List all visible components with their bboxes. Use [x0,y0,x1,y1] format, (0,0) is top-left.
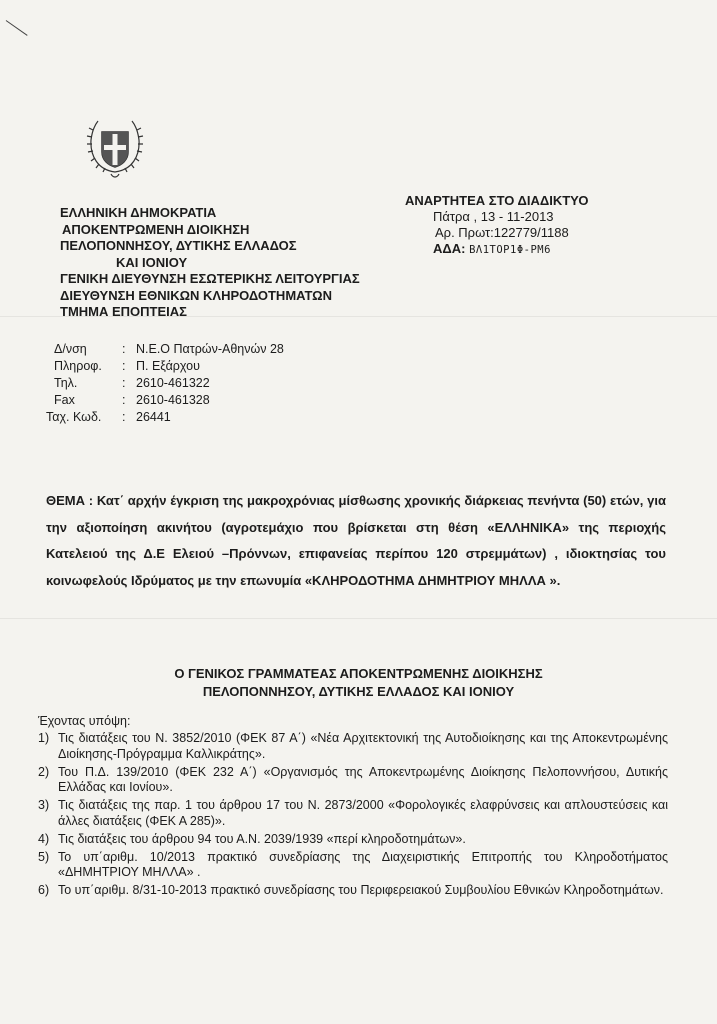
contact-row [46,392,284,409]
list-item [38,731,668,762]
issuer-line: ΠΕΛΟΠΟΝΝΗΣΟΥ, ΔΥΤΙΚΗΣ ΕΛΛΑΔΟΣ [60,238,297,253]
contact-value: 2610-461328 [136,393,210,407]
contact-row [46,341,284,358]
considerations-intro: Έχοντας υπόψη: [38,714,131,728]
fold-line [0,618,717,619]
list-item-text: Τις διατάξεις του άρθρου 94 του Α.Ν. 2039/1939 «περί κληροδοτημάτων». [58,831,466,846]
contact-separator: : [122,359,126,373]
list-item-number: 1) [38,731,50,745]
list-item-number: 3) [38,798,50,812]
list-item-number: 6) [38,883,50,897]
contact-separator: : [122,393,126,407]
list-item-text: Του Π.Δ. 139/2010 (ΦΕΚ 232 Α΄) «Οργανισμός της Αποκεντρωμένης Διοίκησης Πελοποννήσου, Δυτικής Ελλάδας και Ιονίου». [58,764,668,794]
list-item [38,798,668,829]
contact-label: Ταχ. Κωδ. [46,410,102,424]
publish-notice: ΑΝΑΡΤΗΤΕΑ ΣΤΟ ΔΙΑΔΙΚΤΥΟ [405,193,589,208]
contact-details [46,341,284,426]
issuer-line: ΔΙΕΥΘΥΝΣΗ ΕΘΝΙΚΩΝ ΚΛΗΡΟΔΟΤΗΜΑΤΩΝ [60,287,332,303]
document-reference-block [405,193,588,258]
list-item-text: Τις διατάξεις της παρ. 1 του άρθρου 17 του Ν. 2873/2000 «Φορολογικές ελαφρύνσεις και απλουστεύσεις και άλλες διατάξεις (ΦΕΚ Α 285)». [58,798,668,828]
issuer-line: ΚΑΙ ΙΟΝΙΟΥ [116,254,188,270]
list-item [38,832,668,848]
contact-label: Τηλ. [54,376,78,390]
list-item-number: 5) [38,849,50,864]
contact-separator: : [122,342,126,356]
contact-separator: : [122,410,126,424]
issuer-line: ΤΜΗΜΑ ΕΠΟΠΤΕΙΑΣ [60,304,187,319]
list-item-text: Τις διατάξεις του Ν. 3852/2010 (ΦΕΚ 87 Α΄) «Νέα Αρχιτεκτονική της Αυτοδιοίκησης και της Αποκεντρωμένης Διοίκησης-Πρόγραμμα Καλλικράτης». [58,731,668,761]
authority-heading [0,665,717,701]
contact-separator: : [122,376,126,390]
issuer-line: ΓΕΝΙΚΗ ΔΙΕΥΘΥΝΣΗ ΕΣΩΤΕΡΙΚΗΣ ΛΕΙΤΟΥΡΓΙΑΣ [60,271,360,286]
ada-label: ΑΔΑ: [433,241,466,256]
authority-heading-line: ΠΕΛΟΠΟΝΝΗΣΟΥ, ΔΥΤΙΚΗΣ ΕΛΛΑΔΟΣ ΚΑΙ ΙΟΝΙΟΥ [202,684,515,699]
document-date: Πάτρα , 13 - 11-2013 [433,209,554,224]
contact-value: 26441 [136,410,171,424]
list-item-number: 2) [38,764,50,779]
list-item [38,850,668,881]
subject-paragraph: ΘΕΜΑ : Κατ΄ αρχήν έγκριση της μακροχρόνιας μίσθωσης χρονικής διάρκειας πενήντα (50) ετών, για την αξιοποίηση ακινήτου (αγροτεμάχιο που βρίσκεται στη θέση «ΕΛΛΗΝΙΚΑ» της περιοχής Κατελειού της Δ.Ε Ελειού –Πρόννων, επιφανείας περίπου 120 στρεμμάτων) , ιδιοκτησίας του κοινωφελούς Ιδρύματος με την επωνυμία «ΚΛΗΡΟΔΟΤΗΜΑ ΔΗΜΗΤΡΙΟΥ ΜΗΛΛΑ ». [46,493,666,588]
list-item-number: 4) [38,831,50,846]
authority-heading-line: Ο ΓΕΝΙΚΟΣ ΓΡΑΜΜΑΤΕΑΣ ΑΠΟΚΕΝΤΡΩΜΕΝΗΣ ΔΙΟΙΚΗΣΗΣ [174,666,543,681]
list-item [38,883,668,899]
contact-label: Fax [54,393,75,407]
considerations-list [38,731,668,901]
list-item [38,765,668,796]
protocol-number: Αρ. Πρωτ:122779/1188 [435,225,569,240]
contact-value: Π. Εξάρχου [136,359,200,373]
coat-of-arms-emblem [84,112,146,184]
ada-code: ΒΛ1ΤΟΡ1Φ-ΡΜ6 [469,244,551,256]
scan-mark [6,20,28,36]
issuer-block [60,205,360,321]
contact-row [46,358,284,375]
contact-row [46,409,284,426]
list-item-text: Το υπ΄αριθμ. 10/2013 πρακτικό συνεδρίασης της Διαχειριστικής Επιτροπής του Κληροδοτήματος «ΔΗΜΗΤΡΙΟΥ ΜΗΛΛΑ» . [58,849,668,879]
contact-row [46,375,284,392]
ada-line [405,241,588,258]
contact-value: Ν.Ε.Ο Πατρών-Αθηνών 28 [136,342,284,356]
contact-label: Δ/νση [54,342,87,356]
contact-label: Πληροφ. [54,359,102,373]
issuer-line: ΑΠΟΚΕΝΤΡΩΜΕΝΗ ΔΙΟΙΚΗΣΗ [62,221,250,237]
list-item-text: Το υπ΄αριθμ. 8/31-10-2013 πρακτικό συνεδρίασης του Περιφερειακού Συμβουλίου Εθνικών Κληροδοτημάτων. [58,883,664,897]
contact-value: 2610-461322 [136,376,210,390]
issuer-line: ΕΛΛΗΝΙΚΗ ΔΗΜΟΚΡΑΤΙΑ [60,205,217,220]
